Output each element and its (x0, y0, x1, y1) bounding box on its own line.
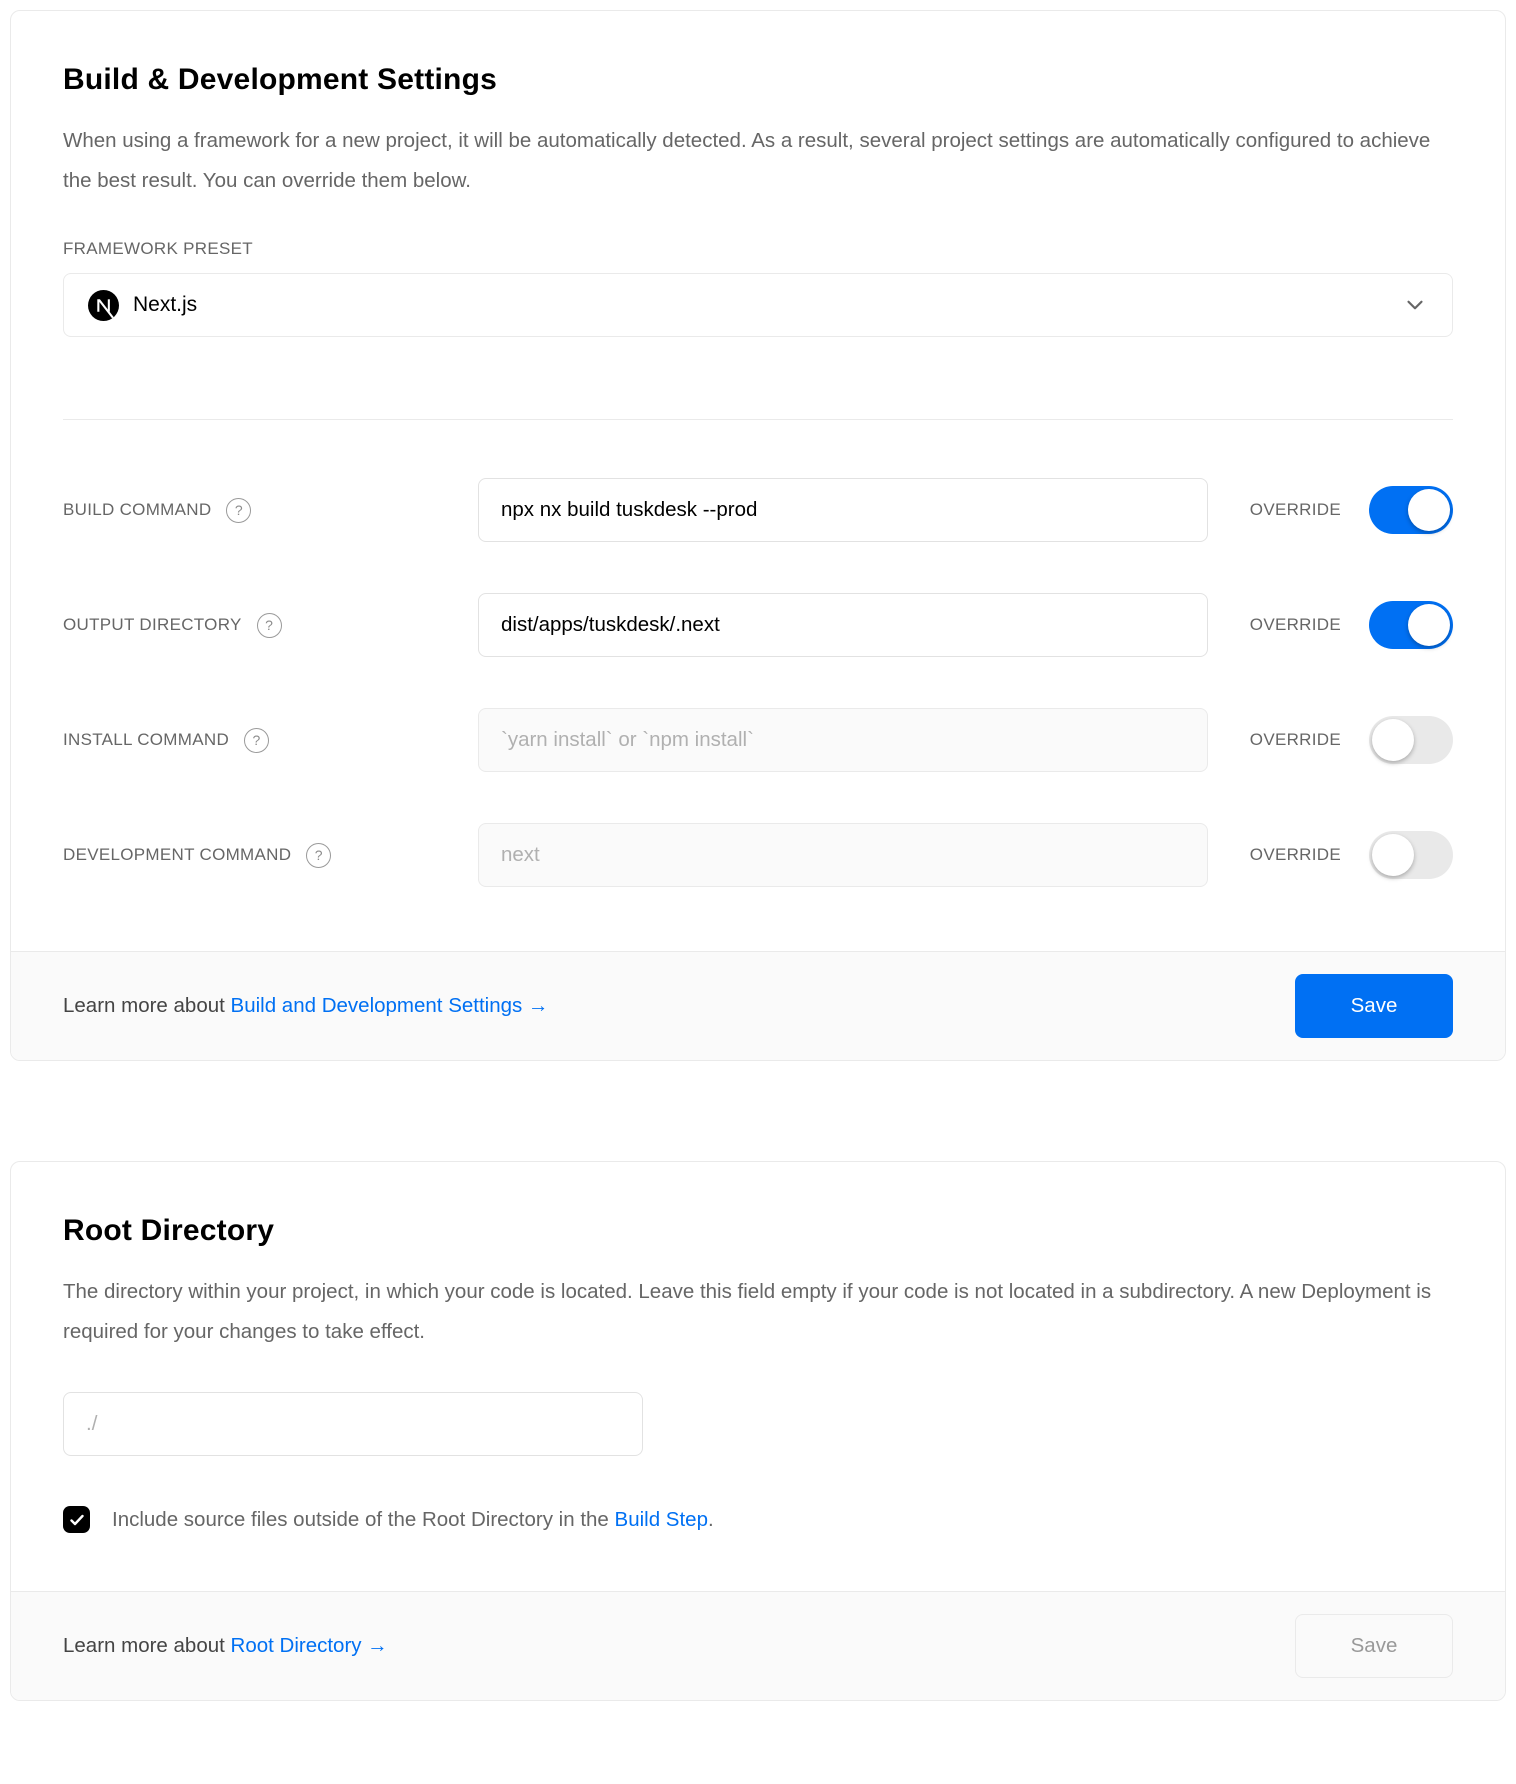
help-icon[interactable] (257, 613, 282, 638)
nextjs-logo-icon (88, 290, 119, 321)
install-command-override-toggle[interactable] (1369, 716, 1453, 764)
build-settings-card (10, 10, 1506, 1061)
output-directory-override-toggle[interactable] (1369, 601, 1453, 649)
help-icon[interactable] (244, 728, 269, 753)
toggle-knob (1408, 489, 1450, 531)
root-directory-footer (11, 1591, 1505, 1700)
install-command-label: INSTALL COMMAND (63, 730, 230, 749)
output-directory-input[interactable] (478, 593, 1208, 657)
arrow-right-icon: → (367, 1634, 388, 1657)
development-command-label: DEVELOPMENT COMMAND (63, 845, 292, 864)
check-icon (69, 1512, 85, 1528)
learn-more-prefix: Learn more about (63, 1634, 231, 1657)
development-command-input[interactable] (478, 823, 1208, 887)
checkbox-label-prefix: Include source files outside of the Root Directory in the (112, 1507, 615, 1531)
build-step-link[interactable]: Build Step (614, 1507, 708, 1531)
learn-more-prefix: Learn more about (63, 994, 231, 1017)
install-command-input[interactable] (478, 708, 1208, 772)
help-glyph: ? (314, 847, 323, 863)
arrow-right-icon: → (527, 994, 549, 1017)
include-source-files-checkbox[interactable] (63, 1506, 90, 1533)
chevron-down-icon (1402, 292, 1428, 318)
toggle-knob (1372, 719, 1414, 761)
install-command-row (63, 708, 1453, 772)
framework-preset-select[interactable] (63, 273, 1453, 337)
development-command-override-toggle[interactable] (1369, 831, 1453, 879)
checkbox-label-suffix: . (707, 1507, 714, 1531)
framework-preset-label: FRAMEWORK PRESET (63, 239, 253, 258)
help-glyph: ? (252, 732, 261, 748)
root-directory-docs-link[interactable] (231, 1634, 388, 1657)
build-command-input[interactable] (478, 478, 1208, 542)
root-directory-title: Root Directory (63, 1214, 275, 1247)
link-label: Root Directory (230, 1634, 362, 1657)
override-label: OVERRIDE (1249, 730, 1341, 749)
build-command-row (63, 478, 1453, 542)
build-command-override-toggle[interactable] (1369, 486, 1453, 534)
learn-more-text (63, 1634, 388, 1658)
toggle-knob (1408, 604, 1450, 646)
build-settings-docs-link[interactable] (231, 994, 549, 1017)
section-divider (63, 419, 1453, 420)
root-directory-description: The directory within your project, in which your code is located. Leave this field empty if your code is not located in a subdirectory. A new Deployment is required for your changes to take effect. (63, 1280, 1432, 1343)
help-glyph: ? (265, 617, 274, 633)
output-directory-label: OUTPUT DIRECTORY (63, 615, 242, 634)
root-directory-input[interactable] (63, 1392, 643, 1456)
help-icon[interactable] (306, 843, 331, 868)
override-label: OVERRIDE (1249, 500, 1341, 519)
build-settings-title: Build & Development Settings (63, 63, 497, 96)
save-button-disabled[interactable]: Save (1295, 1614, 1453, 1678)
development-command-row (63, 823, 1453, 887)
framework-preset-value: Next.js (133, 293, 198, 316)
build-settings-footer (11, 951, 1505, 1060)
include-source-files-row (63, 1506, 1453, 1533)
help-glyph: ? (234, 502, 243, 518)
toggle-knob (1372, 834, 1414, 876)
build-command-label: BUILD COMMAND (63, 500, 212, 519)
save-button[interactable]: Save (1295, 974, 1453, 1038)
checkbox-label (112, 1508, 714, 1532)
build-settings-description: When using a framework for a new project, it will be automatically detected. As a result, several project settings are automatically configured to achieve the best result. You can override them below. (63, 129, 1431, 192)
root-directory-card (10, 1161, 1506, 1701)
help-icon[interactable] (226, 498, 251, 523)
link-label: Build and Development Settings (230, 994, 523, 1017)
learn-more-text (63, 994, 548, 1018)
output-directory-row (63, 593, 1453, 657)
override-label: OVERRIDE (1249, 845, 1341, 864)
override-label: OVERRIDE (1249, 615, 1341, 634)
